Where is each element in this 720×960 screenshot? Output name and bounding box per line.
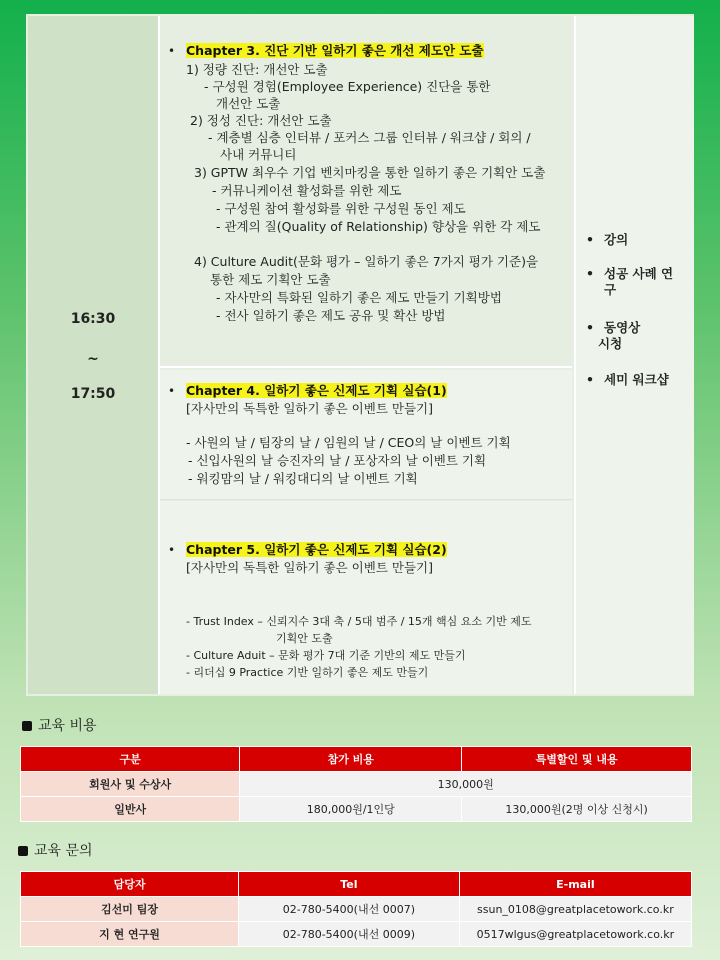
fee-table	[20, 746, 692, 822]
chapter4-cell	[160, 370, 572, 500]
fee-header: 특별할인 및 내용	[462, 747, 692, 772]
fee-header: 참가 비용	[240, 747, 462, 772]
method-item: • 성공 사례 연	[586, 266, 674, 281]
method-item: • 동영상	[586, 320, 641, 335]
method-item: • 강의	[586, 232, 629, 247]
chapter3-line: - 계층별 심층 인터뷰 / 포커스 그룹 인터뷰 / 워크샵 / 회의 /	[208, 130, 531, 145]
contact-table	[20, 871, 692, 947]
chapter3-line: 개선안 도출	[216, 96, 281, 111]
methods-cell	[574, 16, 694, 694]
chapter3-line: - 관계의 질(Quality of Relationship) 향상을 위한 각 제도	[216, 219, 541, 234]
time-start: 16:30	[70, 311, 116, 327]
chapter5-line: - Trust Index – 신뢰지수 3대 축 / 5대 범주 / 15개 핵심 요소 기반 제도	[186, 615, 532, 628]
table-row: 회원사 및 수상사 130,000원	[21, 772, 692, 797]
table-row: 지 현 연구원 02-780-5400(내선 0009) 0517wlgus@greatplacetowork.co.kr	[21, 922, 692, 947]
chapter4-line: - 신입사원의 날 승진자의 날 / 포상자의 날 이벤트 기획	[188, 453, 487, 468]
time-end: 17:50	[70, 386, 116, 402]
chapter3-line: 1) 정량 진단: 개선안 도출	[186, 62, 328, 77]
method-item-cont: 구	[604, 282, 617, 297]
chapter3-line: - 구성원 경험(Employee Experience) 진단을 통한	[204, 79, 491, 94]
method-item: • 세미 워크샵	[586, 372, 669, 387]
contact-header: Tel	[239, 872, 460, 897]
contact-header: 담당자	[21, 872, 239, 897]
chapter5-title: Chapter 5. 일하기 좋은 신제도 기획 실습(2)	[186, 542, 447, 557]
chapter4-line: - 사원의 날 / 팀장의 날 / 임원의 날 / CEO의 날 이벤트 기획	[186, 435, 511, 450]
bullet-icon: •	[168, 384, 176, 398]
table-row: 김선미 팀장 02-780-5400(내선 0007) ssun_0108@greatplacetowork.co.kr	[21, 897, 692, 922]
bullet-icon: •	[168, 44, 176, 58]
fee-heading: 교육 비용	[22, 715, 97, 735]
chapter3-line: 4) Culture Audit(문화 평가 – 일하기 좋은 7가지 평가 기준)을	[194, 254, 539, 269]
chapter3-line: 2) 정성 진단: 개선안 도출	[190, 113, 332, 128]
chapter5-line: [자사만의 독특한 일하기 좋은 이벤트 만들기]	[186, 560, 433, 575]
method-item-cont: 시청	[598, 336, 623, 351]
chapter3-line: - 전사 일하기 좋은 제도 공유 및 확산 방법	[216, 308, 446, 323]
email-link[interactable]: ssun_0108@greatplacetowork.co.kr	[459, 897, 691, 922]
contact-heading: 교육 문의	[18, 840, 93, 860]
bullet-icon: •	[168, 543, 176, 557]
chapter4-line: [자사만의 독특한 일하기 좋은 이벤트 만들기]	[186, 401, 433, 416]
chapter4-title: Chapter 4. 일하기 좋은 신제도 기획 실습(1)	[186, 383, 447, 398]
contact-header: E-mail	[459, 872, 691, 897]
chapter3-line: 3) GPTW 최우수 기업 벤치마킹을 통한 일하기 좋은 기획안 도출	[194, 165, 546, 180]
square-bullet-icon	[18, 846, 28, 856]
chapter3-title: Chapter 3. 진단 기반 일하기 좋은 개선 제도안 도출	[186, 43, 484, 58]
chapter3-line: - 구성원 참여 활성화를 위한 구성원 동인 제도	[216, 201, 466, 216]
chapter4-line: - 워킹맘의 날 / 워킹대디의 날 이벤트 기획	[188, 471, 418, 486]
time-separator: ~	[87, 351, 99, 367]
chapter3-line: 통한 제도 기획안 도출	[210, 272, 331, 287]
chapter5-line: - Culture Aduit – 문화 평가 7대 기준 기반의 제도 만들기	[186, 649, 466, 662]
content-column	[160, 16, 572, 694]
time-cell	[28, 16, 160, 694]
chapter3-line: 사내 커뮤니티	[220, 147, 297, 162]
chapter3-cell	[160, 16, 572, 368]
chapter5-line: - 리더십 9 Practice 기반 일하기 좋은 제도 만들기	[186, 666, 429, 679]
chapter5-line: 기획안 도출	[276, 632, 333, 645]
chapter5-cell	[160, 501, 572, 694]
square-bullet-icon	[22, 721, 32, 731]
email-link[interactable]: 0517wlgus@greatplacetowork.co.kr	[459, 922, 691, 947]
table-row: 일반사 180,000원/1인당 130,000원(2명 이상 신청시)	[21, 797, 692, 822]
schedule-table	[26, 14, 694, 696]
fee-header: 구분	[21, 747, 240, 772]
chapter3-line: - 자사만의 특화된 일하기 좋은 제도 만들기 기획방법	[216, 290, 502, 305]
chapter3-line: - 커뮤니케이션 활성화를 위한 제도	[212, 183, 402, 198]
